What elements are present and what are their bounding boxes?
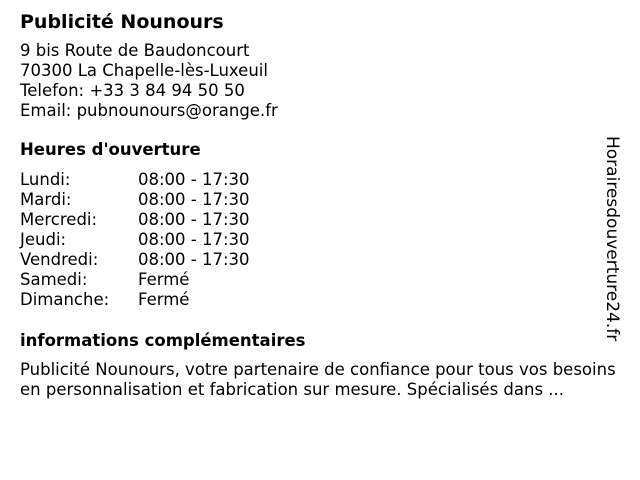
email-address: Email: pubnounours@orange.fr bbox=[20, 101, 278, 120]
hours-time: 08:00 - 17:30 bbox=[138, 250, 250, 269]
opening-hours-table bbox=[20, 170, 620, 310]
hours-row-sunday bbox=[20, 290, 620, 310]
hours-time: 08:00 - 17:30 bbox=[138, 230, 250, 249]
hours-time: 08:00 - 17:30 bbox=[138, 190, 250, 209]
hours-time: 08:00 - 17:30 bbox=[138, 170, 250, 189]
phone-number: Telefon: +33 3 84 94 50 50 bbox=[20, 81, 245, 100]
additional-info-heading: informations complémentaires bbox=[20, 331, 306, 350]
hours-row-saturday bbox=[20, 270, 620, 290]
hours-day: Mardi: bbox=[20, 190, 72, 209]
business-card bbox=[20, 10, 620, 400]
hours-time: Fermé bbox=[138, 290, 190, 309]
opening-hours-heading: Heures d'ouverture bbox=[20, 140, 201, 159]
site-watermark: Horairesdouverture24.fr bbox=[602, 136, 622, 342]
hours-day: Vendredi: bbox=[20, 250, 99, 269]
business-name: Publicité Nounours bbox=[20, 11, 224, 33]
hours-day: Samedi: bbox=[20, 270, 88, 289]
hours-row-thursday bbox=[20, 230, 620, 250]
address-street: 9 bis Route de Baudoncourt bbox=[20, 41, 250, 60]
hours-day: Lundi: bbox=[20, 170, 71, 189]
hours-row-monday bbox=[20, 170, 620, 190]
hours-row-friday bbox=[20, 250, 620, 270]
address-city: 70300 La Chapelle-lès-Luxeuil bbox=[20, 61, 268, 80]
business-description: Publicité Nounours, votre partenaire de confiance pour tous vos besoins en personnalisation et fabrication sur mesure. Spécialisés dans ... bbox=[20, 360, 616, 399]
hours-day: Mercredi: bbox=[20, 210, 98, 229]
hours-time: Fermé bbox=[138, 270, 190, 289]
hours-row-wednesday bbox=[20, 210, 620, 230]
hours-row-tuesday bbox=[20, 190, 620, 210]
hours-day: Jeudi: bbox=[20, 230, 67, 249]
hours-day: Dimanche: bbox=[20, 290, 110, 309]
hours-time: 08:00 - 17:30 bbox=[138, 210, 250, 229]
